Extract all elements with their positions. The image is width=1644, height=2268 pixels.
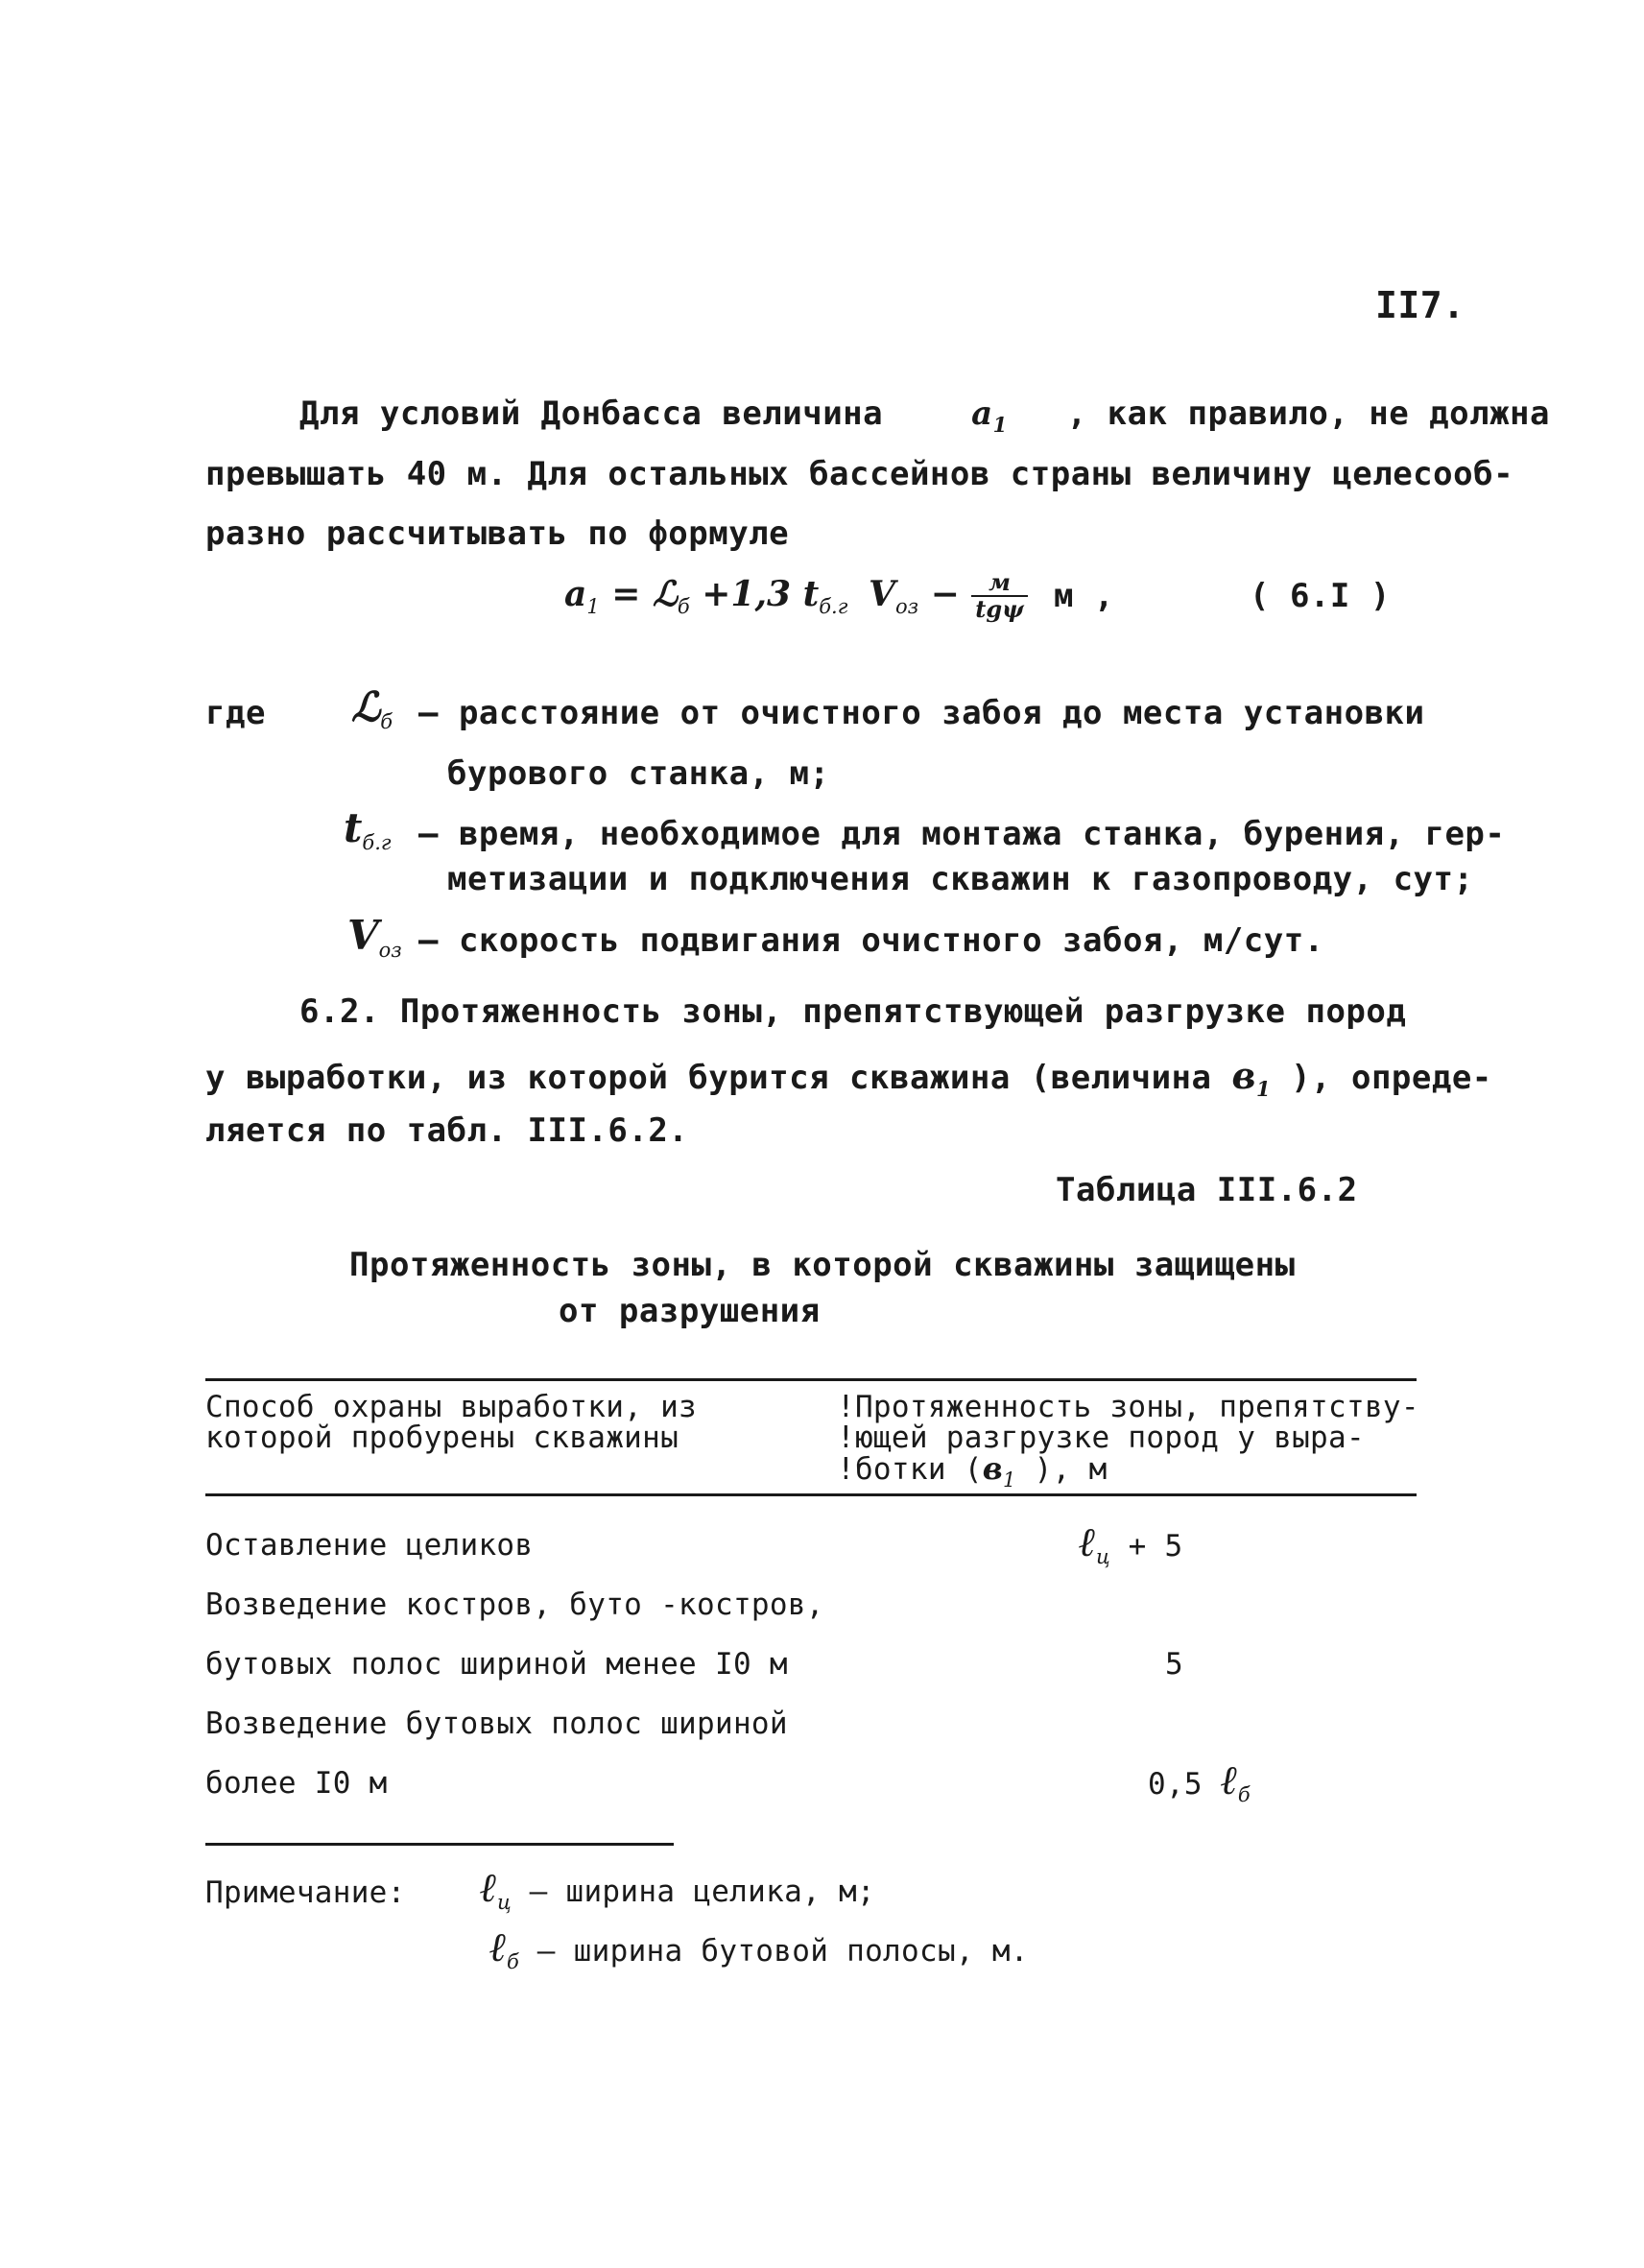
def2-symbol-main: t xyxy=(344,804,363,851)
table-label: Таблица III.6.2 xyxy=(1056,1171,1358,1209)
def1-line-1: – расстояние от очистного забоя до места установки xyxy=(418,694,1425,732)
section62-line-2 xyxy=(205,1054,1492,1101)
row-1-value-sub: ц xyxy=(1095,1545,1110,1568)
def1-line-2: бурового станка, м; xyxy=(447,754,830,793)
note-2-symbol-sub: б xyxy=(506,1950,519,1973)
row-2-method-line-2: бутовых полос шириной менее I0 м xyxy=(205,1647,788,1682)
formula-numerator: м xyxy=(971,570,1027,597)
header-b1-symbol-sub: 1 xyxy=(1003,1468,1016,1492)
row-3-value-prefix: 0,5 xyxy=(1148,1767,1221,1802)
def2-symbol-sub: б.г xyxy=(362,831,392,854)
intro-line-1-end: , как правило, не должна xyxy=(1066,394,1550,433)
page-number: II7. xyxy=(1375,284,1465,326)
b1-symbol-sub: 1 xyxy=(1255,1077,1272,1101)
note-1-text: – ширина целика, м; xyxy=(511,1874,875,1909)
formula-fraction xyxy=(971,570,1027,622)
formula-number: ( 6.I ) xyxy=(1250,577,1391,615)
note-2-text: – ширина бутовой полосы, м. xyxy=(518,1934,1029,1969)
formula-space xyxy=(847,575,869,614)
row-1-value xyxy=(1079,1518,1182,1568)
section62-line-1: 6.2. Протяженность зоны, препятствующей разгрузке пород xyxy=(299,992,1407,1031)
header-right-line-3 xyxy=(837,1450,1108,1495)
header-right-line-3-end: ), м xyxy=(1015,1452,1108,1487)
row-3-value-symbol: ℓ xyxy=(1220,1756,1238,1803)
section62-line-2-start: у выработки, из которой бурится скважина (величина xyxy=(205,1059,1212,1097)
formula-v: V xyxy=(869,574,895,614)
row-3-method-line-2: более I0 м xyxy=(205,1766,388,1801)
formula-6-1 xyxy=(564,570,1028,622)
row-1-value-symbol: ℓ xyxy=(1079,1518,1096,1565)
intro-line-1-start: Для условий Донбасса величина xyxy=(299,394,884,433)
table-top-rule xyxy=(205,1378,1417,1381)
formula-denominator: tgψ xyxy=(975,595,1024,623)
def3-symbol-main: V xyxy=(347,912,379,959)
formula-a: a xyxy=(564,574,587,614)
row-3-method-line-1: Возведение бутовых полос шириной xyxy=(205,1707,788,1741)
intro-line-3: разно рассчитывать по формуле xyxy=(205,514,790,553)
row-3-value-sub: б xyxy=(1237,1783,1251,1806)
formula-plus: +1,3 xyxy=(689,574,803,614)
row-2-method-line-1: Возведение костров, буто -костров, xyxy=(205,1588,824,1622)
row-3-value xyxy=(1148,1756,1251,1806)
header-b1-symbol: в xyxy=(982,1450,1004,1487)
note-1 xyxy=(480,1864,875,1914)
a1-symbol: a xyxy=(971,394,993,433)
def2-line-1: – время, необходимое для монтажа станка, бурения, гер- xyxy=(418,815,1506,853)
formula-unit: м , xyxy=(1054,577,1114,615)
formula-eq: = xyxy=(599,574,653,614)
b1-symbol: в xyxy=(1231,1054,1256,1097)
section62-line-2-end: ), опреде- xyxy=(1291,1059,1492,1097)
note-2-symbol: ℓ xyxy=(489,1923,507,1970)
header-left-line-1: Способ охраны выработки, из xyxy=(205,1390,698,1424)
where-label: где xyxy=(205,694,266,732)
def3-symbol xyxy=(347,912,402,962)
table-title-line-1: Протяженность зоны, в которой скважины защищены xyxy=(349,1246,1296,1284)
a1-symbol-sub: 1 xyxy=(992,413,1008,437)
formula-l: ℒ xyxy=(652,574,678,614)
formula-t: t xyxy=(802,574,820,614)
header-right-line-2: !ющей разгрузке пород у выра- xyxy=(837,1420,1365,1455)
intro-line-1 xyxy=(299,394,1550,437)
note-rule xyxy=(205,1843,674,1846)
formula-minus: − xyxy=(918,574,972,614)
note-1-symbol: ℓ xyxy=(480,1864,497,1911)
def3-line-1: – скорость подвигания очистного забоя, м/сут. xyxy=(418,921,1324,960)
intro-line-2: превышать 40 м. Для остальных бассейнов страны величину целесооб- xyxy=(205,455,1514,493)
def2-line-2: метизации и подключения скважин к газопроводу, сут; xyxy=(447,860,1474,898)
table-header-rule xyxy=(205,1493,1417,1496)
def3-symbol-sub: оз xyxy=(378,939,402,962)
header-right-line-1: !Протяженность зоны, препятству- xyxy=(837,1390,1419,1424)
note-label: Примечание: xyxy=(205,1875,406,1910)
section62-line-3: ляется по табл. III.6.2. xyxy=(205,1111,689,1150)
row-1-method: Оставление целиков xyxy=(205,1528,534,1563)
row-1-value-text: + 5 xyxy=(1109,1529,1183,1564)
row-2-value: 5 xyxy=(1165,1647,1183,1682)
formula-t-sub: б.г xyxy=(819,595,848,618)
def1-symbol-main: ℒ xyxy=(351,683,381,730)
note-2 xyxy=(489,1923,1029,1973)
header-right-line-3-start: !ботки ( xyxy=(837,1452,983,1487)
header-left-line-2: которой пробурены скважины xyxy=(205,1420,679,1455)
def1-symbol xyxy=(351,683,393,733)
note-1-symbol-sub: ц xyxy=(496,1891,512,1914)
def2-symbol xyxy=(344,804,392,854)
formula-v-sub: оз xyxy=(894,595,919,618)
table-title-line-2: от разрушения xyxy=(559,1292,821,1330)
def1-symbol-sub: б xyxy=(380,710,393,733)
formula-a-sub: 1 xyxy=(586,595,600,618)
formula-l-sub: б xyxy=(677,595,690,618)
